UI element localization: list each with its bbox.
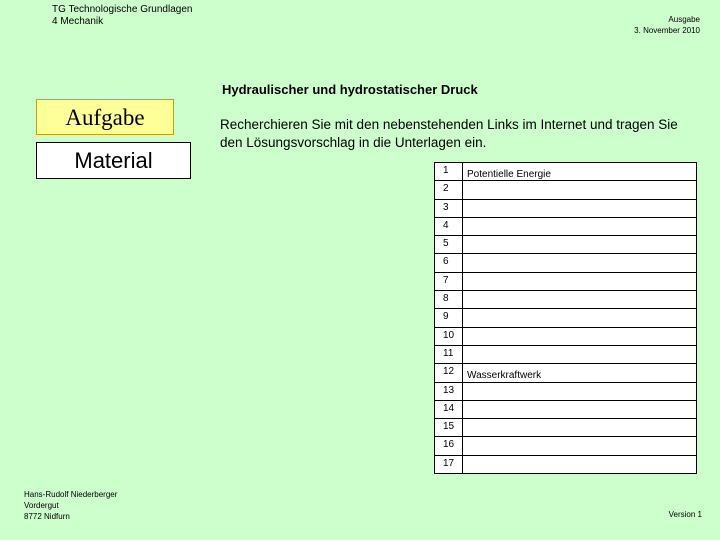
link-number: 12 <box>435 364 463 382</box>
link-text <box>463 272 697 290</box>
link-text <box>463 455 697 473</box>
edition-date: 3. November 2010 <box>634 26 700 35</box>
author-street: Vordergut <box>24 501 59 510</box>
link-text <box>463 419 697 437</box>
link-text <box>463 345 697 363</box>
aufgabe-button[interactable]: Aufgabe <box>36 99 174 135</box>
link-text <box>463 309 697 327</box>
link-text <box>463 199 697 217</box>
link-row <box>435 400 697 418</box>
link-text <box>463 181 697 199</box>
author-info <box>24 489 117 522</box>
link-number: 6 <box>435 254 463 272</box>
link-number: 9 <box>435 309 463 327</box>
link-row <box>435 455 697 473</box>
link-row <box>435 236 697 254</box>
link-number: 13 <box>435 382 463 400</box>
link-text <box>463 236 697 254</box>
link-row <box>435 181 697 199</box>
link-text <box>463 400 697 418</box>
link-number: 7 <box>435 272 463 290</box>
edition-label: Ausgabe <box>668 15 700 24</box>
link-row <box>435 345 697 363</box>
link-number: 2 <box>435 181 463 199</box>
course-title: TG Technologische Grundlagen <box>52 4 193 15</box>
link-row <box>435 419 697 437</box>
link-row <box>435 217 697 235</box>
link-text[interactable]: Potentielle Energie <box>463 163 697 181</box>
course-chapter: 4 Mechanik <box>52 16 104 27</box>
link-row <box>435 254 697 272</box>
header-edition-info <box>634 14 700 36</box>
link-text <box>463 254 697 272</box>
instruction-text: Recherchieren Sie mit den nebenstehenden Links im Internet und tragen Sie den Lösungsvorschlag in die Unterlagen ein. <box>220 117 678 150</box>
link-row[interactable] <box>435 364 697 382</box>
link-number: 10 <box>435 327 463 345</box>
header-course-info <box>52 4 192 28</box>
link-number: 14 <box>435 400 463 418</box>
link-row <box>435 272 697 290</box>
link-number: 5 <box>435 236 463 254</box>
link-row <box>435 382 697 400</box>
author-name: Hans-Rudolf Niederberger <box>24 490 118 499</box>
link-row <box>435 327 697 345</box>
link-number: 16 <box>435 437 463 455</box>
link-row <box>435 291 697 309</box>
link-number: 3 <box>435 199 463 217</box>
link-number: 17 <box>435 455 463 473</box>
link-text <box>463 291 697 309</box>
link-number: 11 <box>435 345 463 363</box>
link-number: 4 <box>435 217 463 235</box>
link-text[interactable]: Wasserkraftwerk <box>463 364 697 382</box>
material-button[interactable]: Material <box>36 142 191 179</box>
links-table <box>434 162 697 474</box>
page-title: Hydraulischer und hydrostatischer Druck <box>222 82 478 97</box>
link-number: 15 <box>435 419 463 437</box>
author-city: 8772 Nidfurn <box>24 512 70 521</box>
link-number: 1 <box>435 163 463 181</box>
link-row <box>435 437 697 455</box>
link-text <box>463 382 697 400</box>
link-row <box>435 199 697 217</box>
version-label: Version 1 <box>668 510 702 519</box>
link-text <box>463 217 697 235</box>
link-row[interactable] <box>435 163 697 181</box>
link-text <box>463 327 697 345</box>
link-number: 8 <box>435 291 463 309</box>
link-text <box>463 437 697 455</box>
link-row <box>435 309 697 327</box>
